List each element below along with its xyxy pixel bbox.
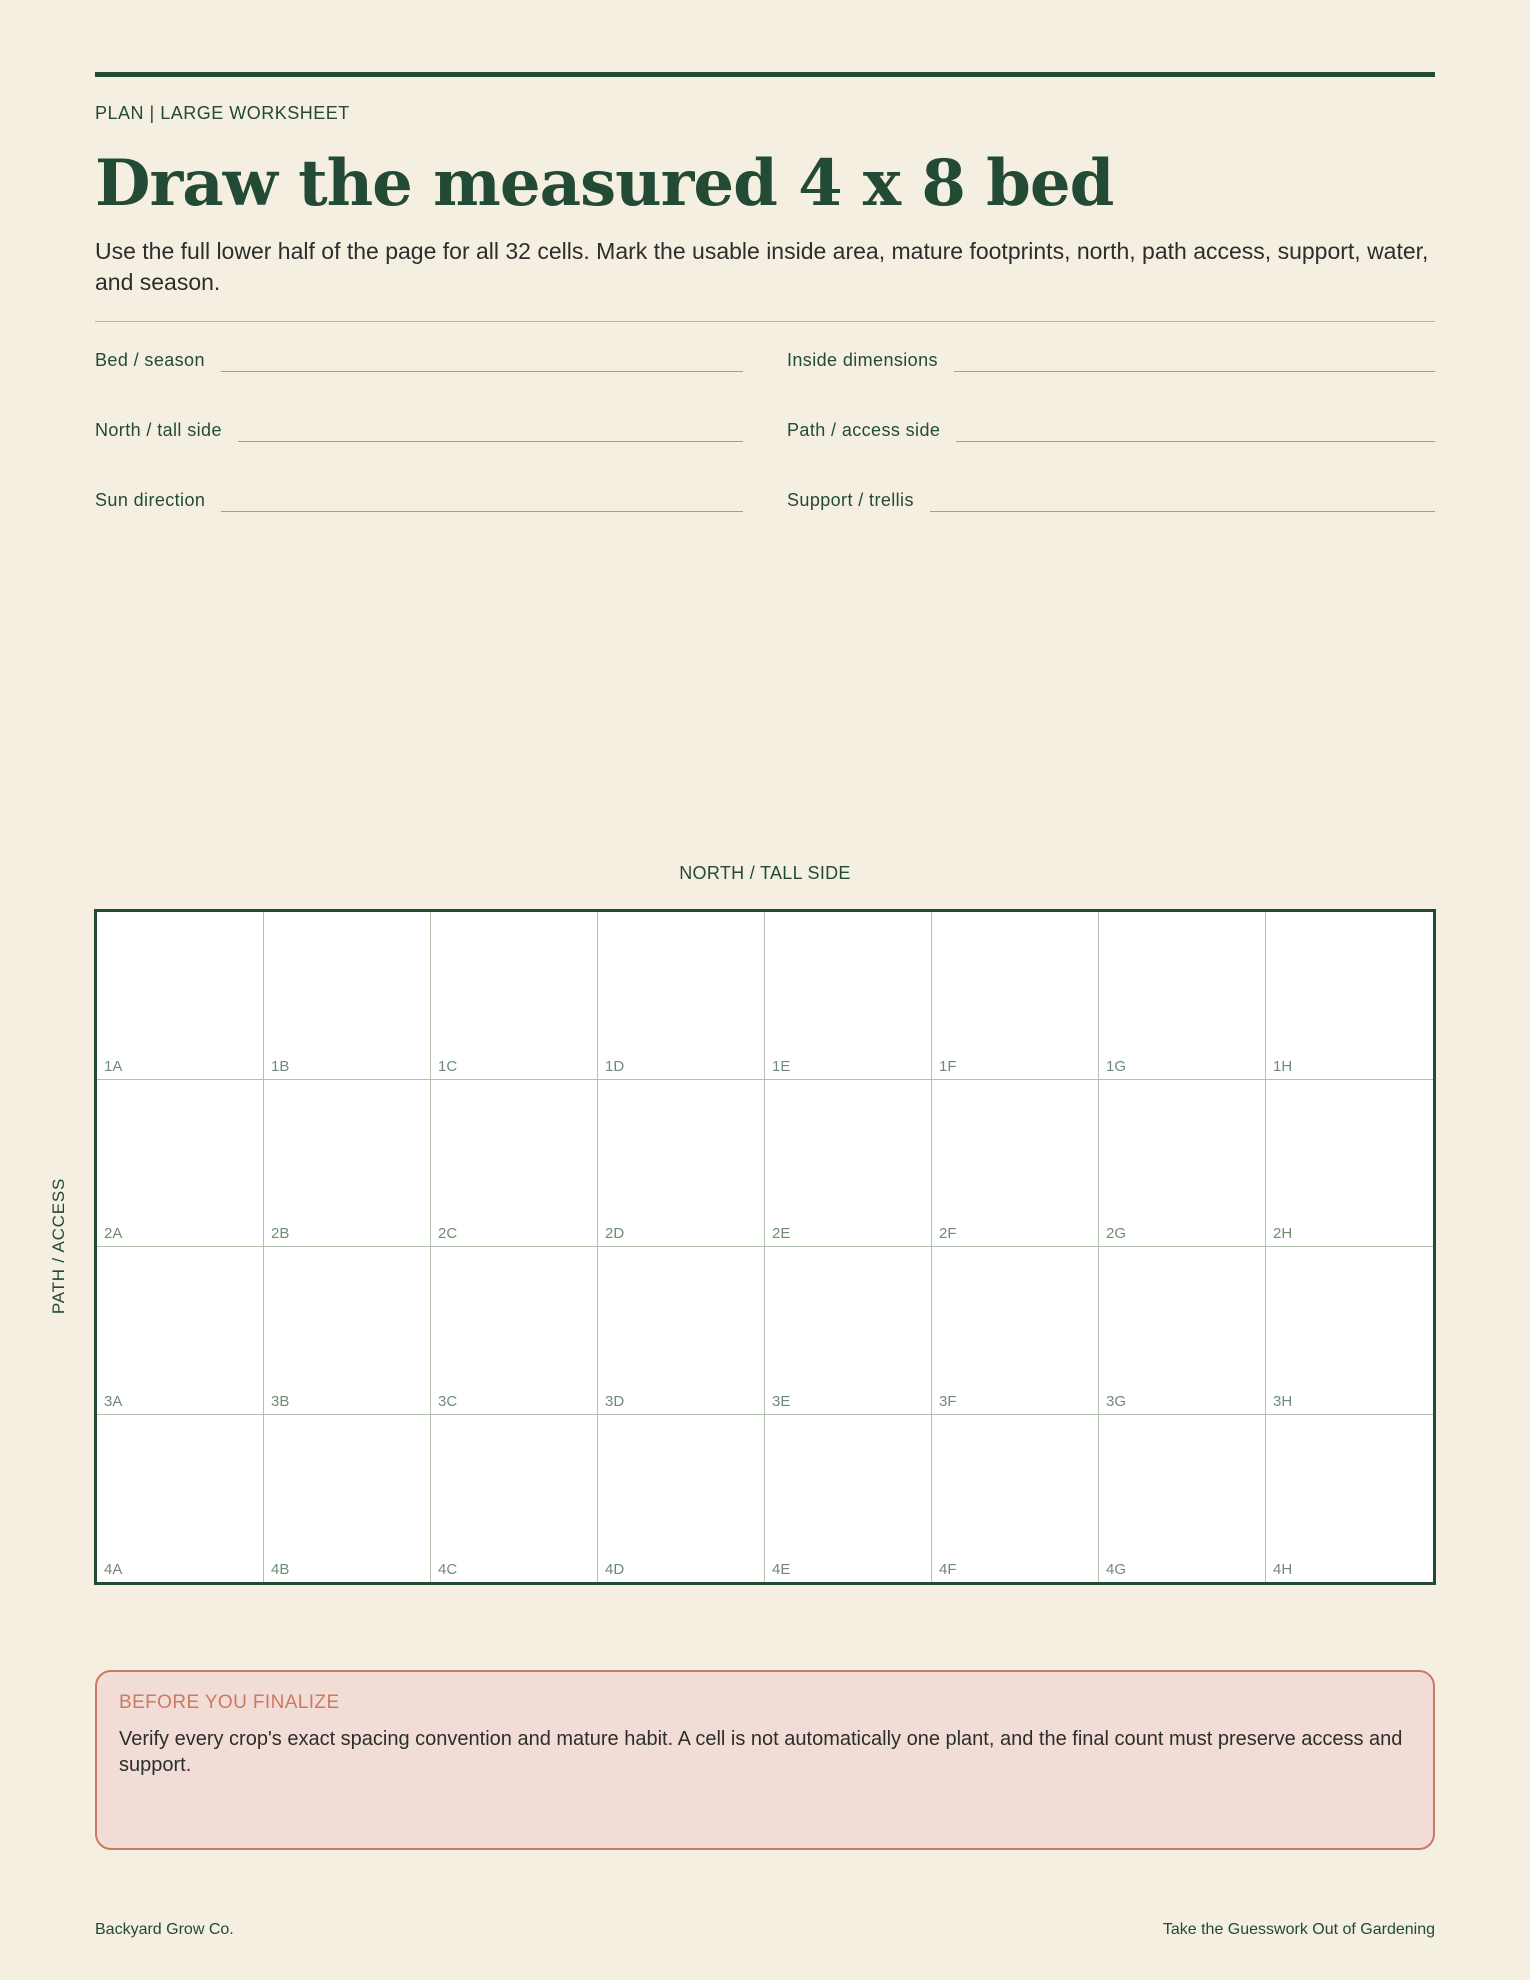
eyebrow-label: PLAN | LARGE WORKSHEET — [95, 103, 350, 123]
cell-label: 2D — [605, 1225, 625, 1242]
grid-cell-2f[interactable] — [932, 1080, 1099, 1248]
field-support-trellis[interactable] — [787, 482, 1435, 512]
grid-cell-3c[interactable] — [431, 1247, 598, 1415]
grid-cell-4b[interactable] — [264, 1415, 431, 1583]
cell-label: 2E — [772, 1225, 791, 1242]
cell-label: 4F — [939, 1561, 957, 1578]
cell-label: 1C — [438, 1057, 458, 1075]
grid-cell-2g[interactable] — [1099, 1080, 1266, 1248]
cell-label: 3H — [1273, 1392, 1293, 1410]
cell-label: 4B — [271, 1561, 290, 1578]
callout-title: BEFORE YOU FINALIZE — [119, 1692, 340, 1713]
cell-label: 4C — [438, 1561, 458, 1578]
cell-label: 4D — [605, 1561, 625, 1578]
callout-body: Verify every crop's exact spacing convention and mature habit. A cell is not automatically one plant, and the final count must preserve access and support. — [119, 1728, 1403, 1776]
cell-label: 4H — [1273, 1561, 1293, 1578]
grid-cell-4a[interactable] — [97, 1415, 264, 1583]
grid-cell-2d[interactable] — [598, 1080, 765, 1248]
field-label: Bed / season — [95, 350, 205, 370]
cell-label: 2C — [438, 1225, 458, 1242]
footer-tagline: Take the Guesswork Out of Gardening — [1162, 1921, 1435, 1938]
grid-cell-1h[interactable] — [1266, 912, 1433, 1080]
cell-label: 1G — [1106, 1057, 1127, 1075]
grid-cell-2b[interactable] — [264, 1080, 431, 1248]
write-line[interactable] — [238, 431, 743, 442]
cell-label: 4A — [104, 1561, 123, 1578]
grid-cell-1c[interactable] — [431, 912, 598, 1080]
field-label: Support / trellis — [787, 490, 914, 510]
grid-cell-4c[interactable] — [431, 1415, 598, 1583]
top-rule — [95, 72, 1435, 77]
grid-cell-4g[interactable] — [1099, 1415, 1266, 1583]
grid-cell-3d[interactable] — [598, 1247, 765, 1415]
cell-label: 3D — [605, 1392, 625, 1410]
grid-cell-2c[interactable] — [431, 1080, 598, 1248]
cell-label: 1D — [605, 1057, 625, 1075]
grid-cell-3g[interactable] — [1099, 1247, 1266, 1415]
page-title: Draw the measured 4 x 8 bed — [95, 146, 1114, 221]
cell-label: 2F — [939, 1225, 957, 1242]
field-inside-dimensions[interactable] — [787, 342, 1435, 372]
grid-cell-2e[interactable] — [765, 1080, 932, 1248]
field-label: Inside dimensions — [787, 350, 938, 370]
grid-cell-3a[interactable] — [97, 1247, 264, 1415]
cell-label: 3F — [939, 1392, 957, 1410]
grid-cell-1a[interactable] — [97, 912, 264, 1080]
grid-cell-1e[interactable] — [765, 912, 932, 1080]
north-side-label: NORTH / TALL SIDE — [679, 863, 851, 883]
cell-label: 3E — [772, 1392, 791, 1410]
write-line[interactable] — [930, 501, 1435, 512]
write-line[interactable] — [221, 361, 743, 372]
grid-cell-2a[interactable] — [97, 1080, 264, 1248]
cell-label: 3B — [271, 1392, 290, 1410]
finalize-callout — [95, 1670, 1435, 1850]
field-label: North / tall side — [95, 420, 222, 440]
grid-cell-4f[interactable] — [932, 1415, 1099, 1583]
footer-brand: Backyard Grow Co. — [95, 1921, 234, 1938]
cell-label: 1E — [772, 1057, 791, 1075]
intro-text: Use the full lower half of the page for all 32 cells. Mark the usable inside area, mature footprints, north, path access, support, water, and season. — [95, 238, 1429, 295]
write-line[interactable] — [954, 361, 1435, 372]
field-sun-direction[interactable] — [95, 482, 743, 512]
grid-cell-3b[interactable] — [264, 1247, 431, 1415]
section-divider — [95, 321, 1435, 322]
cell-label: 3A — [104, 1392, 123, 1410]
field-north-tall-side[interactable] — [95, 412, 743, 442]
grid-cell-3f[interactable] — [932, 1247, 1099, 1415]
grid-cell-3h[interactable] — [1266, 1247, 1433, 1415]
grid-cell-4e[interactable] — [765, 1415, 932, 1583]
cell-label: 2A — [104, 1225, 123, 1242]
cell-label: 1F — [939, 1057, 957, 1075]
cell-label: 3G — [1106, 1392, 1127, 1410]
bed-grid — [94, 909, 1436, 1585]
field-label: Sun direction — [95, 490, 206, 510]
cell-label: 1B — [271, 1057, 290, 1075]
cell-label: 1A — [104, 1057, 123, 1075]
cell-label: 4G — [1106, 1561, 1127, 1578]
field-label: Path / access side — [787, 420, 941, 440]
grid-cell-1f[interactable] — [932, 912, 1099, 1080]
field-bed-season[interactable] — [95, 342, 743, 372]
grid-cell-4h[interactable] — [1266, 1415, 1433, 1583]
grid-cell-1b[interactable] — [264, 912, 431, 1080]
cell-label: 3C — [438, 1392, 458, 1410]
grid-cell-1g[interactable] — [1099, 912, 1266, 1080]
grid-cell-2h[interactable] — [1266, 1080, 1433, 1248]
cell-label: 2G — [1106, 1225, 1127, 1242]
grid-cell-1d[interactable] — [598, 912, 765, 1080]
cell-label: 4E — [772, 1561, 791, 1578]
write-line[interactable] — [221, 501, 743, 512]
path-access-text: PATH / ACCESS — [49, 1177, 68, 1315]
grid-cell-3e[interactable] — [765, 1247, 932, 1415]
cell-label: 2H — [1273, 1225, 1293, 1242]
cell-label: 1H — [1273, 1057, 1293, 1075]
grid-cell-4d[interactable] — [598, 1415, 765, 1583]
write-line[interactable] — [956, 431, 1435, 442]
cell-label: 2B — [271, 1225, 290, 1242]
field-path-access-side[interactable] — [787, 412, 1435, 442]
